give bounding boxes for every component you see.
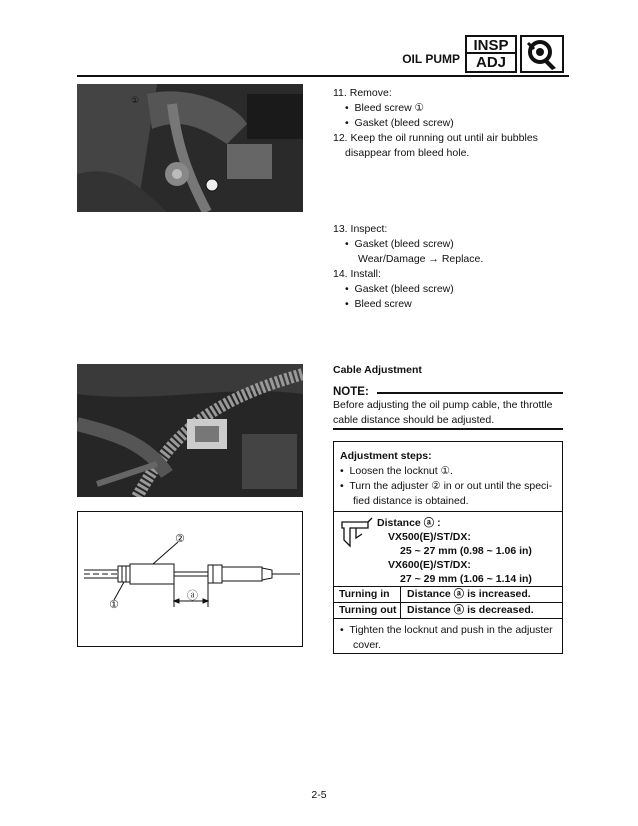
diagram-label-distance: ⓐ (187, 590, 198, 602)
adjust-step-3-cont: cover. (353, 639, 382, 651)
table-row-1-result: Distance ⓐ is increased. (407, 588, 531, 600)
step-13-item-1-detail: Wear/Damage → Replace. (358, 253, 484, 265)
oil-pump-bleed-screw-photo (77, 84, 303, 212)
adjust-step-2: • Turn the adjuster ② in or out until the speci- (340, 480, 553, 492)
adjust-divider (333, 511, 563, 512)
diagram-label-adjuster: ② (175, 533, 185, 545)
step-14: 14. Install: (333, 268, 381, 280)
caliper-icon (338, 514, 374, 550)
adjust-step-3: • Tighten the locknut and push in the adjuster (340, 624, 553, 636)
step-12: 12. Keep the oil running out until air bubbles (333, 132, 538, 144)
table-row-2-action: Turning out (339, 604, 397, 616)
diagram-label-locknut: ① (109, 599, 119, 611)
header-rule (77, 75, 569, 77)
step-12-cont: disappear from bleed hole. (345, 147, 470, 159)
badge-top-text: INSP (467, 37, 515, 54)
step-13-item-1: • Gasket (bleed screw) (345, 238, 454, 250)
model-2-value: 27 ~ 29 mm (1.06 ~ 1.14 in) (400, 573, 532, 585)
section-title: OIL PUMP (402, 52, 460, 66)
page-number: 2-5 (311, 789, 327, 801)
step-11-item-2: • Gasket (bleed screw) (345, 117, 454, 129)
inspection-wrench-icon (520, 35, 564, 73)
table-row-1-action: Turning in (339, 588, 390, 600)
model-2: VX600(E)/ST/DX: (388, 559, 471, 571)
note-rule-top (377, 392, 563, 394)
model-1: VX500(E)/ST/DX: (388, 531, 471, 543)
insp-adj-badge (465, 35, 517, 73)
model-1-value: 25 ~ 27 mm (0.98 ~ 1.06 in) (400, 545, 532, 557)
table-row-2-result: Distance ⓐ is decreased. (407, 604, 534, 616)
step-11-item-1: • Bleed screw ① (345, 102, 425, 114)
photo1-callout-1: ① (131, 95, 140, 105)
badge-bottom-text: ADJ (475, 54, 506, 71)
adjustment-steps-title: Adjustment steps: (340, 450, 432, 462)
step-14-item-1: • Gasket (bleed screw) (345, 283, 454, 295)
distance-label: Distance ⓐ : (377, 517, 441, 529)
adjust-step-1: • Loosen the locknut ①. (340, 465, 453, 477)
oil-pump-cable-photo (77, 364, 303, 497)
note-line-2: cable distance should be adjusted. (333, 414, 495, 426)
cable-adjustment-heading: Cable Adjustment (333, 364, 422, 376)
table-rule-bottom (333, 618, 563, 619)
adjust-step-2-cont: fied distance is obtained. (353, 495, 469, 507)
note-line-1: Before adjusting the oil pump cable, the throttle (333, 399, 553, 411)
note-rule-bottom (333, 428, 563, 430)
step-14-item-2: • Bleed screw (345, 298, 412, 310)
note-label: NOTE: (333, 386, 369, 398)
cable-adjuster-diagram (77, 511, 303, 647)
step-11: 11. Remove: (333, 87, 392, 99)
table-col-divider (400, 586, 401, 618)
step-13: 13. Inspect: (333, 223, 388, 235)
